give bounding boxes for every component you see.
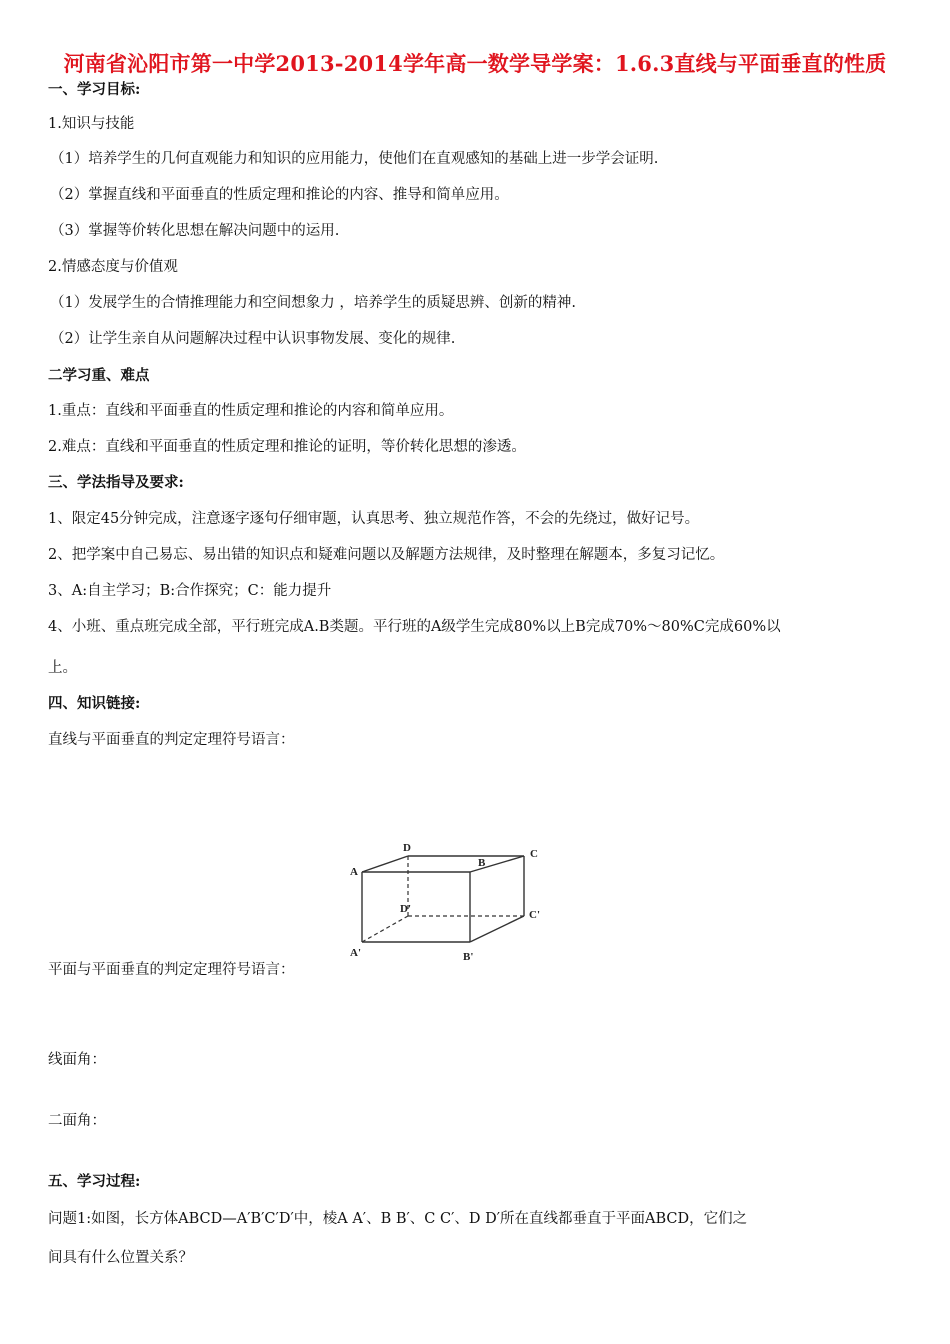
section-4-heading: 四、知识链接:	[48, 695, 141, 712]
vertex-label-d: D	[403, 842, 411, 854]
vertex-label-b1: B'	[463, 951, 474, 962]
vertex-label-c: C	[530, 848, 538, 860]
section-1-item: 2.情感态度与价值观	[48, 259, 178, 275]
section-1-item: （1）发展学生的合情推理能力和空间想象力 ，培养学生的质疑思辨、创新的精神.	[50, 295, 576, 311]
section-1-heading: 一、学习目标:	[48, 81, 141, 98]
vertex-label-d1: D'	[400, 903, 411, 915]
section-4-item: 直线与平面垂直的判定定理符号语言：	[48, 732, 295, 748]
cuboid-figure	[340, 836, 550, 962]
section-3-item: 1、限定45分钟完成，注意逐字逐句仔细审题，认真思考、独立规范作答，不会的先绕过，做好记号。	[48, 511, 700, 527]
section-5-item: 问题1:如图，长方体ABCD—A′B′C′D′中，棱A A′、B B′、C C′、D D′所在直线都垂直于平面ABCD，它们之	[48, 1211, 748, 1227]
vertex-label-a1: A'	[350, 947, 361, 959]
section-1-item: （3）掌握等价转化思想在解决问题中的运用.	[50, 223, 340, 239]
section-2-heading: 二学习重、难点	[48, 367, 150, 384]
section-5-heading: 五、学习过程:	[48, 1173, 141, 1190]
section-3-item: 2、把学案中自己易忘、易出错的知识点和疑难问题以及解题方法规律，及时整理在解题本，多复习记忆。	[48, 547, 725, 563]
vertex-label-c1: C'	[529, 909, 540, 921]
section-1-item: （1）培养学生的几何直观能力和知识的应用能力，使他们在直观感知的基础上进一步学会证明.	[50, 151, 659, 167]
section-5-item: 间具有什么位置关系？	[48, 1250, 193, 1266]
document-title: 河南省沁阳市第一中学2013-2014学年高一数学导学案：1.6.3直线与平面垂直的性质	[63, 51, 887, 76]
section-1-item: 1.知识与技能	[48, 116, 135, 132]
section-2-item: 1.重点：直线和平面垂直的性质定理和推论的内容和简单应用。	[48, 403, 454, 419]
section-4-item: 二面角：	[48, 1113, 106, 1129]
section-1-item: （2）让学生亲自从问题解决过程中认识事物发展、变化的规律.	[50, 331, 456, 347]
section-2-item: 2.难点：直线和平面垂直的性质定理和推论的证明，等价转化思想的渗透。	[48, 439, 526, 455]
section-1-item: （2）掌握直线和平面垂直的性质定理和推论的内容、推导和简单应用。	[50, 187, 509, 203]
section-3-item: 4、小班、重点班完成全部，平行班完成A.B类题。平行班的A级学生完成80%以上B完成70%～80%C完成60%以	[48, 619, 781, 635]
section-3-item: 上。	[48, 660, 77, 676]
vertex-label-b: B	[478, 857, 486, 869]
vertex-label-a: A	[350, 866, 358, 878]
cuboid-diagram	[340, 836, 550, 962]
section-3-item: 3、A:自主学习；B:合作探究；C：能力提升	[48, 583, 332, 599]
section-3-heading: 三、学法指导及要求:	[48, 474, 184, 491]
section-4-item: 线面角：	[48, 1052, 106, 1068]
section-4-item: 平面与平面垂直的判定定理符号语言：	[48, 962, 295, 978]
